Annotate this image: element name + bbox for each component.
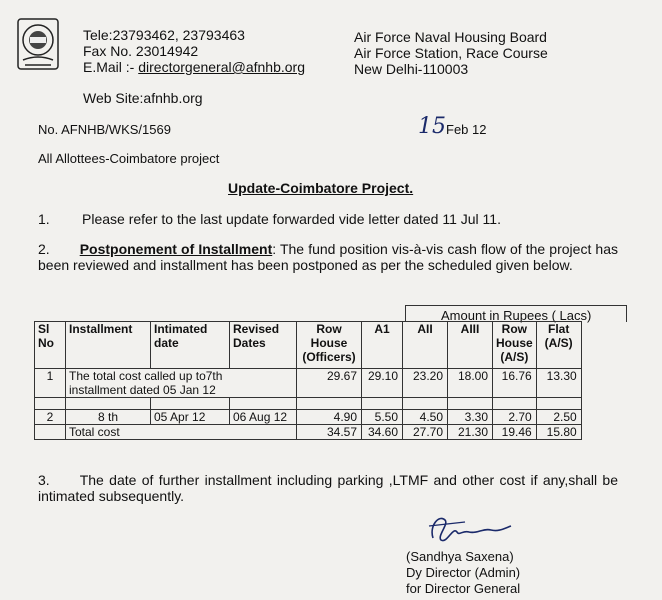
handwritten-date: 15 [418,114,446,139]
row2-a1: 5.50 [362,410,403,425]
para1-number: 1. [38,211,50,227]
afnhb-logo-emblem [17,18,59,70]
row1-installment: The total cost called up to7th installment dated 05 Jan 12 [66,369,297,398]
row1-sl: 1 [35,369,66,398]
table-header-row [35,322,582,369]
para2 [38,241,618,273]
installment-table [34,321,582,440]
header-row-house-as: Row House (A/S) [493,322,537,369]
row2-row-house-officers: 4.90 [297,410,362,425]
header-installment: Installment [66,322,151,369]
total-sl [35,425,66,440]
signatory-for-line: for Director General [406,581,521,596]
para2-colon: : [272,241,277,257]
signatory-name: (Sandhya Saxena) [406,549,514,564]
total-row-house-as: 19.46 [493,425,537,440]
email-label: E.Mail :- [83,59,135,75]
row2-installment: 8 th [66,410,151,425]
header-flat-as: Flat (A/S) [536,322,581,369]
amount-caption: Amount in Rupees ( Lacs) [441,308,592,323]
row2-revised-date: 06 Aug 12 [230,410,297,425]
total-a1: 34.60 [362,425,403,440]
row1-row-house-officers: 29.67 [297,369,362,398]
row2-flat-as: 2.50 [536,410,581,425]
row2-aiii: 3.30 [448,410,493,425]
header-revised-dates: Revised Dates [230,322,297,369]
header-sl-no: Sl No [35,322,66,369]
header-aiii: AIII [448,322,493,369]
header-a1: A1 [362,322,403,369]
para2-number: 2. [38,241,50,257]
table-row [35,425,582,440]
para3-number: 3. [38,472,50,488]
para2-heading: Postponement of Installment [79,241,273,257]
email-line [83,59,305,75]
row2-row-house-as: 2.70 [493,410,537,425]
total-aii: 27.70 [403,425,448,440]
table-spacer-row [35,398,582,410]
row1-a1: 29.10 [362,369,403,398]
table-row [35,369,582,398]
subject-heading: Update-Coimbatore Project. [228,180,414,196]
addressee: All Allottees-Coimbatore project [38,151,220,166]
amount-caption-box [405,305,627,322]
letter-date: Feb 12 [446,122,487,137]
para2-text: The fund position vis-à-vis cash flow of the project has been reviewed and installment has been postponed as per the scheduled given below. [38,241,618,273]
row1-row-house-as: 16.76 [493,369,537,398]
row1-aii: 23.20 [403,369,448,398]
header-intimated-date: Intimated date [151,322,230,369]
org-name: Air Force Naval Housing Board [354,29,547,45]
signatory-designation: Dy Director (Admin) [406,565,521,580]
row2-intimated-date: 05 Apr 12 [151,410,230,425]
row1-flat-as: 13.30 [536,369,581,398]
para3-text: The date of further installment including parking ,LTMF and other cost if any,shall be intimated subsequently. [38,472,618,504]
table-row [35,410,582,425]
total-label: Total cost [66,425,297,440]
total-row-house-officers: 34.57 [297,425,362,440]
handwritten-signature [425,506,515,546]
fax-line: Fax No. 23014942 [83,43,199,59]
website-line: Web Site:afnhb.org [83,90,203,106]
email-link[interactable]: directorgeneral@afnhb.org [138,59,305,75]
reference-number: No. AFNHB/WKS/1569 [38,122,171,137]
telephone-line: Tele:23793462, 23793463 [83,27,245,43]
total-flat-as: 15.80 [536,425,581,440]
row2-sl: 2 [35,410,66,425]
total-aiii: 21.30 [448,425,493,440]
row2-aii: 4.50 [403,410,448,425]
header-aii: AII [403,322,448,369]
header-row-house-officers: Row House (Officers) [297,322,362,369]
org-city: New Delhi-110003 [354,61,469,77]
para1-text: Please refer to the last update forwarded vide letter dated 11 Jul 11. [82,211,501,227]
org-station: Air Force Station, Race Course [354,45,548,61]
row1-aiii: 18.00 [448,369,493,398]
para3 [38,472,618,504]
